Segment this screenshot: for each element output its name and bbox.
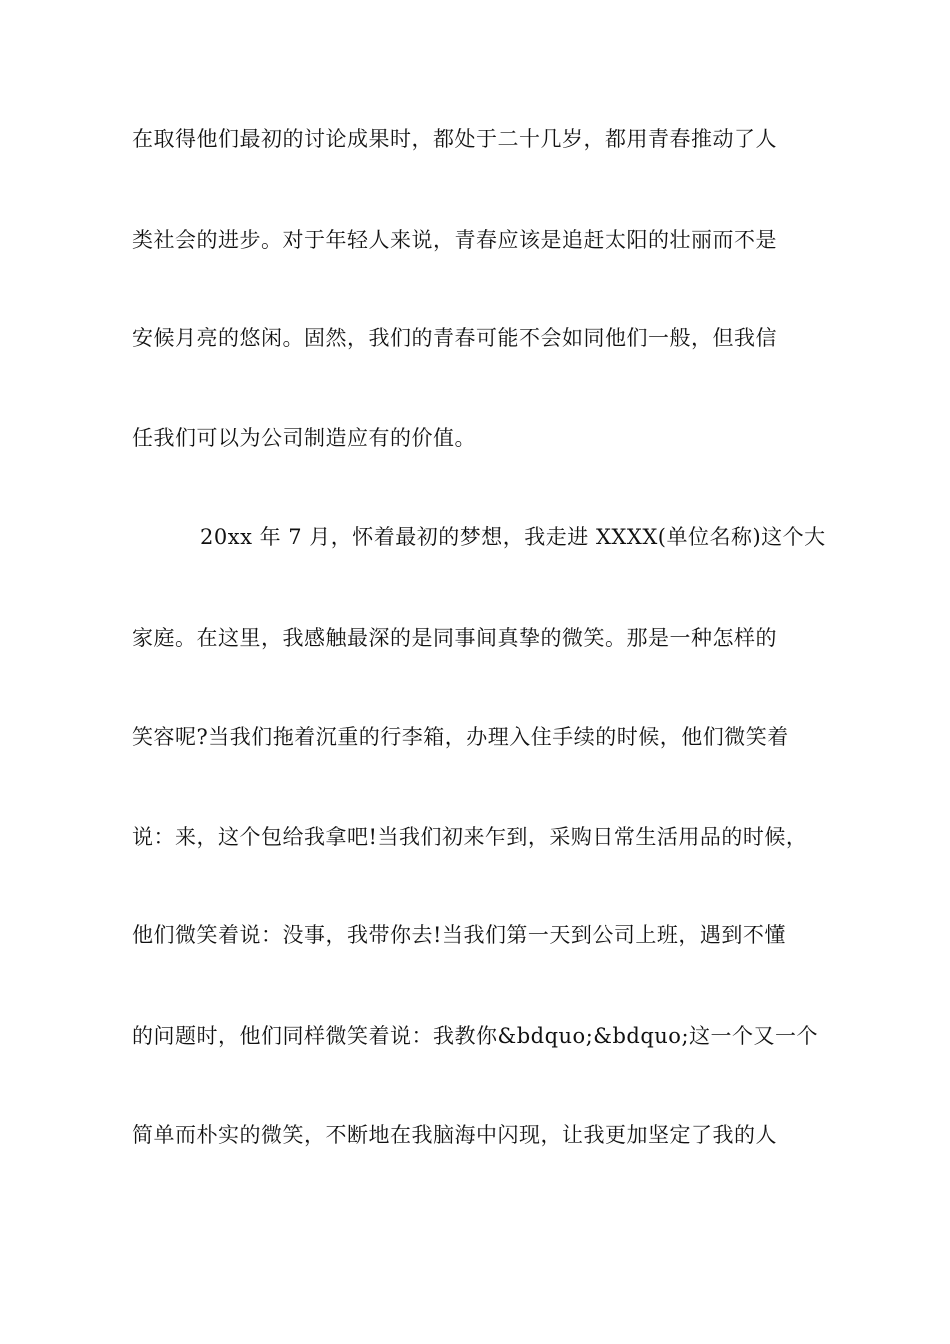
paragraph-line-indented: 20xx 年 7 月，怀着最初的梦想，我走进 XXXX(单位名称)这个大 [200,525,826,549]
paragraph-line: 安候月亮的悠闲。固然，我们的青春可能不会如同他们一般，但我信 [132,326,777,350]
paragraph-line: 简单而朴实的微笑，不断地在我脑海中闪现，让我更加坚定了我的人 [132,1123,777,1147]
paragraph-line: 他们微笑着说：没事，我带你去!当我们第一天到公司上班，遇到不懂 [132,923,786,947]
paragraph-line: 在取得他们最初的讨论成果时，都处于二十几岁，都用青春推动了人 [132,127,777,151]
paragraph-line: 说：来，这个包给我拿吧!当我们初来乍到，采购日常生活用品的时候， [132,825,808,849]
paragraph-line: 笑容呢?当我们拖着沉重的行李箱，办理入住手续的时候，他们微笑着 [132,725,789,749]
paragraph-line: 的问题时，他们同样微笑着说：我教你&bdquo;&bdquo;这一个又一个 [132,1024,819,1048]
paragraph-line: 任我们可以为公司制造应有的价值。 [132,426,476,450]
paragraph-line: 家庭。在这里，我感触最深的是同事间真挚的微笑。那是一种怎样的 [132,626,777,650]
paragraph-line: 类社会的进步。对于年轻人来说，青春应该是追赶太阳的壮丽而不是 [132,228,777,252]
